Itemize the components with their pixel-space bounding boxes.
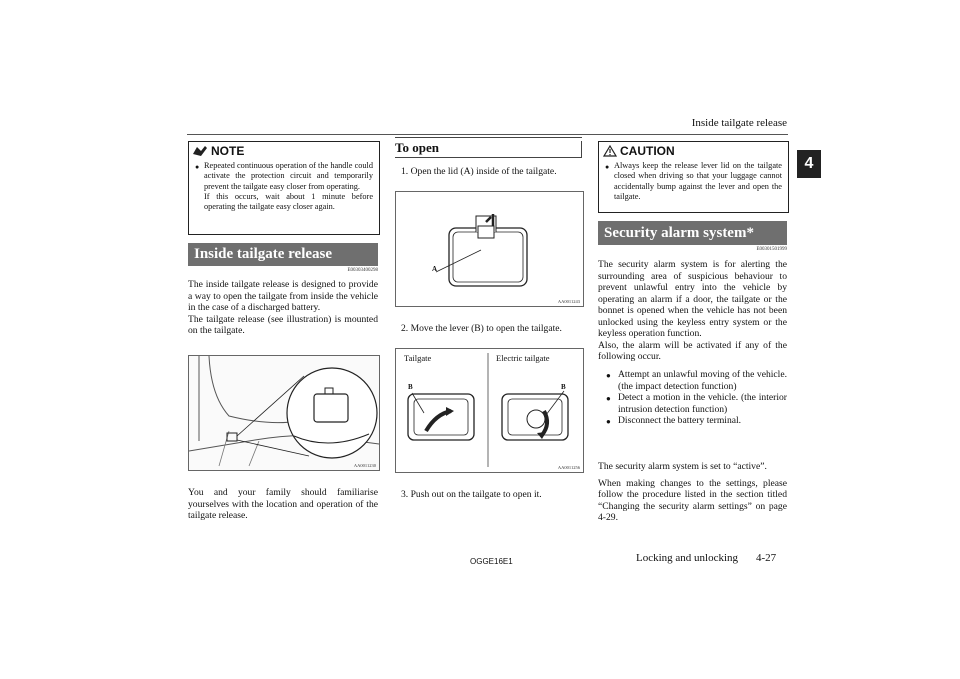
paragraph bbox=[598, 259, 787, 363]
caution-text: Always keep the release lever lid on the tailgate closed when driving so that your luggage cannot accidentally bump against the lever and open the tailgate. bbox=[614, 161, 782, 201]
paragraph bbox=[188, 279, 378, 337]
security-paragraph-3: The security alarm system is set to “active”. bbox=[598, 461, 767, 472]
section-code: E00303400298 bbox=[347, 268, 378, 273]
section-title-inside-tailgate-release: Inside tailgate release bbox=[188, 243, 378, 266]
to-open-rule-right bbox=[581, 141, 582, 157]
bullet-icon: ● bbox=[605, 163, 610, 171]
paragraph-1: The inside tailgate release is designed to provide a way to open the tailgate from inside the vehicle in the case of a discharged battery. bbox=[188, 279, 378, 313]
paragraph-3: You and your family should familiarise yourselves with the location and operation of the tailgate release. bbox=[188, 487, 378, 521]
lid-illustration bbox=[396, 192, 583, 306]
alarm-trigger-list bbox=[598, 369, 787, 428]
label-b-right: B bbox=[561, 383, 566, 391]
bullet-icon: ● bbox=[606, 371, 611, 380]
step-3: 3. Push out on the tailgate to open it. bbox=[401, 489, 542, 500]
note-header bbox=[189, 142, 379, 159]
note-body bbox=[189, 159, 379, 212]
footer-section-name: Locking and unlocking bbox=[636, 552, 739, 564]
note-icon bbox=[192, 145, 208, 157]
tailgate-illustration bbox=[189, 356, 379, 470]
caption-electric-tailgate: Electric tailgate bbox=[496, 353, 550, 363]
caution-title: CAUTION bbox=[620, 143, 675, 158]
figure-tailgate-release-location bbox=[188, 355, 380, 471]
security-paragraph-2: Also, the alarm will be activated if any of the following occur. bbox=[598, 339, 787, 362]
figure-move-lever bbox=[395, 348, 584, 473]
label-a: A bbox=[432, 265, 438, 273]
lever-illustration bbox=[396, 349, 583, 472]
running-head: Inside tailgate release bbox=[691, 117, 787, 129]
page-number: 4-27 bbox=[756, 552, 777, 564]
section-title-security-alarm: Security alarm system* bbox=[598, 221, 787, 245]
security-paragraph-4: When making changes to the settings, please follow the procedure listed in the section titled “Changing the security alarm settings” on page 4-29. bbox=[598, 477, 787, 523]
to-open-rule-bottom bbox=[395, 157, 582, 158]
paragraph bbox=[598, 461, 787, 524]
to-open-rule bbox=[395, 137, 582, 138]
figure-code: AA0011230 bbox=[353, 463, 376, 468]
header-rule bbox=[187, 134, 788, 135]
note-text-2: If this occurs, wait about 1 minute before operating the tailgate easy closer again. bbox=[204, 191, 373, 212]
caution-box bbox=[598, 141, 789, 213]
note-box bbox=[188, 141, 380, 235]
section-code: E00301501999 bbox=[756, 247, 787, 252]
list-item: ● Detect a motion in the vehicle. (the interior intrusion detection function) bbox=[606, 392, 787, 415]
paragraph-2: The tailgate release (see illustration) is mounted on the tailgate. bbox=[188, 313, 378, 336]
list-item: ● Attempt an unlawful moving of the vehicle. (the impact detection function) bbox=[606, 369, 787, 392]
label-b-left: B bbox=[408, 383, 413, 391]
caption-tailgate: Tailgate bbox=[404, 353, 432, 363]
bullet-icon: ● bbox=[606, 417, 611, 426]
note-text: Repeated continuous operation of the handle could activate the protection circuit and temporarily prevent the tailgate easy closer from operating. bbox=[204, 161, 373, 191]
caution-header bbox=[599, 142, 788, 159]
bullet-icon: ● bbox=[606, 394, 611, 403]
figure-open-lid bbox=[395, 191, 584, 307]
figure-code: AA0011256 bbox=[557, 465, 580, 470]
to-open-heading: To open bbox=[395, 140, 439, 155]
step-2: 2. Move the lever (B) to open the tailgate. bbox=[401, 323, 562, 334]
figure-code: AA0011243 bbox=[557, 299, 580, 304]
bullet-icon: ● bbox=[195, 163, 200, 171]
list-item: ● Disconnect the battery terminal. bbox=[606, 415, 742, 426]
step-1: 1. Open the lid (A) inside of the tailgate. bbox=[401, 166, 557, 177]
document-code: OGGE16E1 bbox=[470, 557, 513, 566]
note-title: NOTE bbox=[211, 143, 245, 158]
security-paragraph-1: The security alarm system is for alerting the surrounding area of suspicious behaviour to prevent unlawful entry into the vehicle by operating an alarm if a door, the tailgate or the bonnet is opened when the vehicle has not been unlocked using the keyless entry system or the keyless operation function. bbox=[598, 259, 787, 339]
caution-body bbox=[599, 159, 788, 202]
warning-triangle-icon bbox=[603, 145, 617, 157]
chapter-tab: 4 bbox=[797, 150, 821, 178]
